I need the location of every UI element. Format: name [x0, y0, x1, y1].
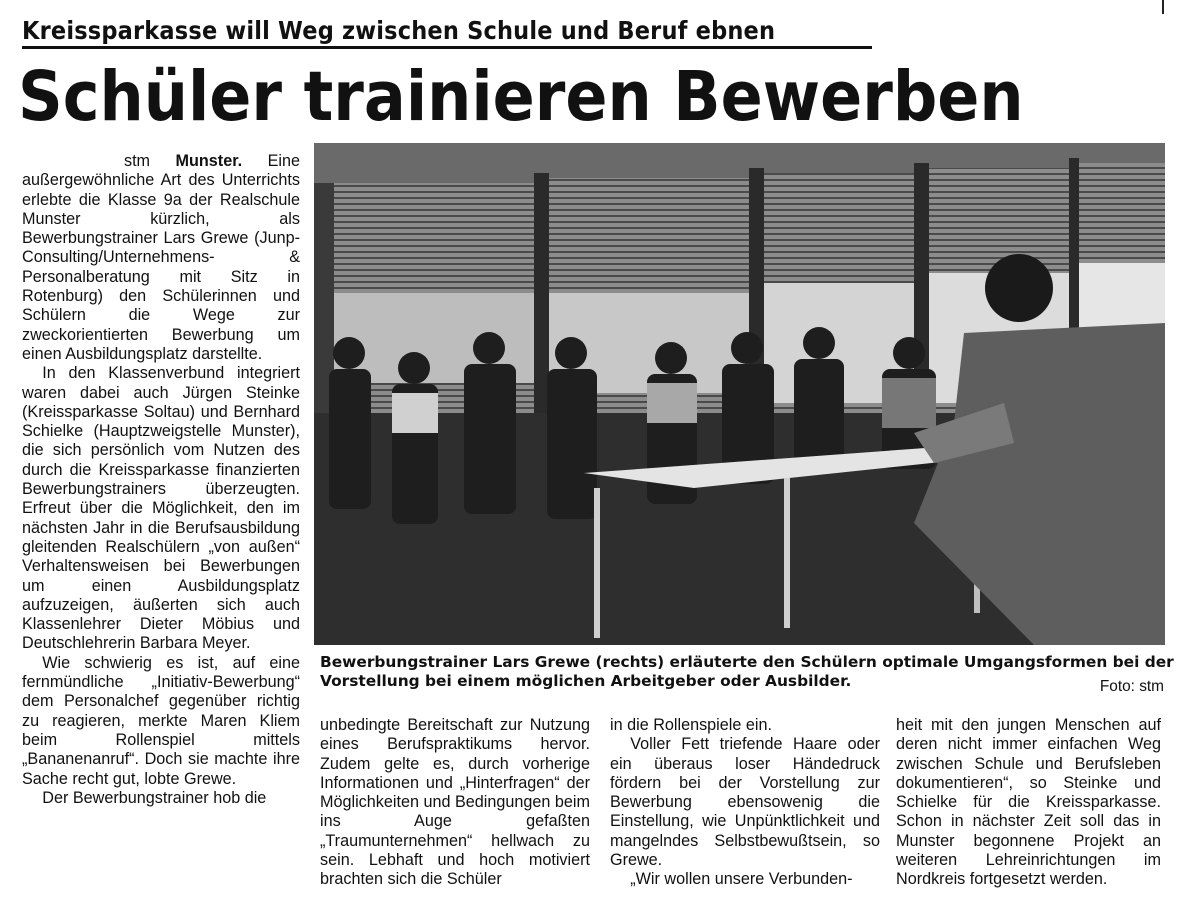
paragraph-intro [22, 152, 300, 364]
article-column-3 [610, 716, 880, 890]
photo-credit: Foto: stm [1099, 678, 1164, 695]
article-photo [314, 143, 1165, 645]
column-2-text: unbedingte Bereitschaft zur Nutzung eines Berufspraktikums hervor. Zudem gelte es, durch vorherige Informationen und „Hinterfragen“ der Möglichkeiten und Bedingungen beim ins Auge gefaßten „Traumunternehmen“ hellwach zu sein. Lebhaft und hoch motiviert brachten sich die Schüler [320, 716, 590, 889]
dateline-place: Munster. [175, 152, 243, 170]
page-edge-mark [1162, 0, 1164, 14]
column-3-paragraph-2: Voller Fett triefende Haare oder ein überaus loser Händedruck fördern bei der Vorstellung zur Bewerbung ebensowenig die Einstellung, wie Unpünktlichkeit und mangelndes Selbstbewußtsein, so Grewe. [610, 735, 880, 870]
caption-line-1: Bewerbungstrainer Lars Grewe (rechts) erläuterte den Schülern optimale Umgangsformen bei der [320, 653, 1174, 671]
paragraph-3: Wie schwierig es ist, auf eine fernmündliche „Initiativ-Bewerbung“ dem Personalchef gegenüber richtig zu reagieren, merkte Maren Kliem beim Rollenspiel mittels „Bananenanruf“. Doch sie machte ihre Sache recht gut, lobte Grewe. [22, 653, 300, 788]
article-column-1 [22, 152, 300, 808]
dateline-author: stm [123, 152, 151, 170]
article-kicker: Kreissparkasse will Weg zwischen Schule und Beruf ebnen [22, 16, 776, 45]
paragraph-4: Der Bewerbungstrainer hob die [42, 788, 267, 807]
intro-text: Eine außergewöhnliche Art des Unterrichts erlebte die Klasse 9a der Realschule Munster kürzlich, als Bewerbungstrainer Lars Grewe (Junp-Consulting/Unternehmens- & Personalberatung mit Sitz in Rotenburg) den Schülerinnen und Schülern die Wege zur zweckorientierten Bewerbung um einen Ausbildungsplatz darstellte. [22, 152, 300, 363]
classroom-photo [314, 143, 1165, 645]
article-column-4 [896, 716, 1161, 890]
photo-caption [320, 653, 1174, 692]
kicker-underline [22, 46, 872, 49]
column-3-line-1: in die Rollenspiele ein. [610, 716, 772, 734]
paragraph-2: In den Klassenverbund integriert waren dabei auch Jürgen Steinke (Kreissparkasse Soltau) und Bernhard Schielke (Hauptzweigstelle Munster), die sich persönlich vom Nutzen des durch die Kreissparkasse finanzierten Bewerbungstrainers überzeugten. Erfreut über die Möglichkeit, den im nächsten Jahr in die Berufsausbildung gleitenden Realschülern „von außen“ Verhaltensweisen bei Bewerbungen um einen Ausbildungsplatz aufzuzeigen, äußerten sich auch Klassenlehrer Dieter Möbius und Deutschlehrerin Barbara Meyer. [22, 364, 300, 653]
article-headline: Schüler trainieren Bewerben [18, 57, 1024, 137]
article-column-2 [320, 716, 590, 890]
column-4-text: heit mit den jungen Menschen auf deren nicht immer einfachen Weg zwischen Schule und Berufsleben dokumentieren“, so Steinke und Schielke für die Kreissparkasse. Schon in nächster Zeit soll das in Munster begonnene Projekt an weiteren Lehreinrichtungen im Nordkreis fortgesetzt werden. [896, 716, 1161, 889]
column-3-paragraph-3: „Wir wollen unsere Verbunden- [630, 870, 853, 889]
caption-line-2: Vorstellung bei einem möglichen Arbeitgeber oder Ausbilder. [320, 672, 852, 691]
